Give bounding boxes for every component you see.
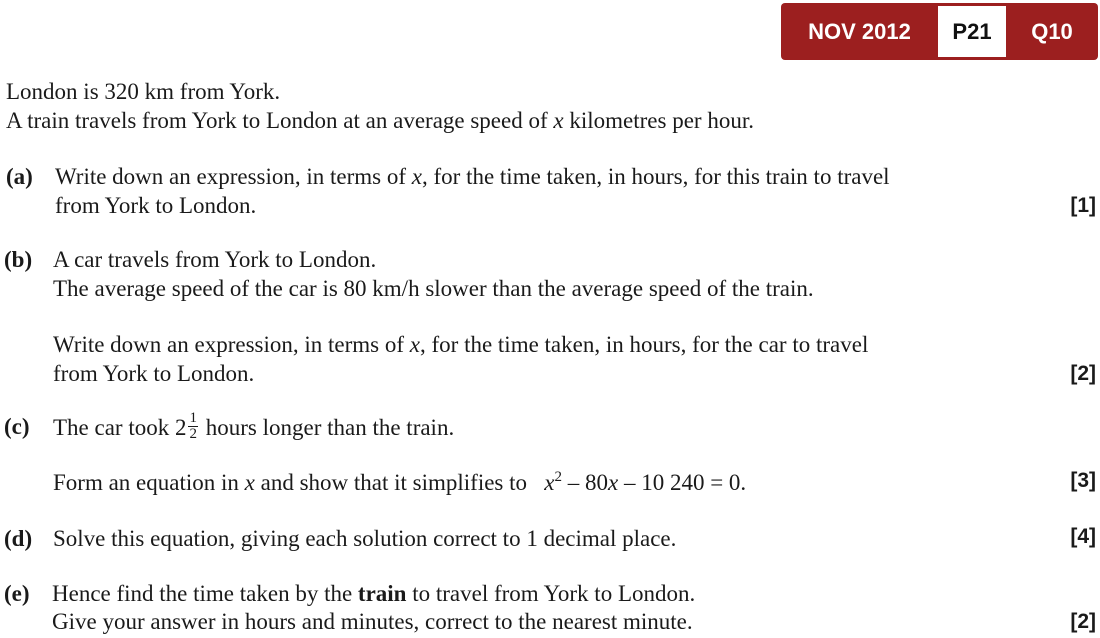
part-d-label: (d) bbox=[4, 526, 33, 551]
paper-number: P21 bbox=[938, 6, 1006, 57]
part-d-marks: [4] bbox=[1070, 525, 1096, 548]
part-b-line-2: The average speed of the car is 80 km/h slower than the average speed of the train. bbox=[53, 276, 814, 301]
intro-line-1: London is 320 km from York. bbox=[6, 79, 281, 104]
part-b-line-3: Write down an expression, in terms of x, for the time taken, in hours, for the car to travel bbox=[53, 332, 869, 357]
fraction-one-half: $\frac{1}{2}$ bbox=[189, 410, 197, 442]
part-a-marks: [1] bbox=[1070, 194, 1096, 217]
part-e-marks: [2] bbox=[1070, 610, 1096, 633]
part-b-line-4: from York to London. bbox=[53, 361, 255, 386]
part-c-line-1: The car took 2 $\frac{1}{2}$ hours longer than the train. bbox=[53, 410, 455, 442]
part-e-line-2: Give your answer in hours and minutes, correct to the nearest minute. bbox=[52, 609, 693, 634]
part-c-marks: [3] bbox=[1070, 469, 1096, 492]
part-a-label: (a) bbox=[6, 164, 33, 189]
part-b-line-1: A car travels from York to London. bbox=[53, 247, 377, 272]
question-reference-badge bbox=[781, 3, 1098, 60]
question-number: Q10 bbox=[1031, 18, 1073, 44]
part-e-label: (e) bbox=[4, 581, 30, 606]
intro-line-2: A train travels from York to London at an average speed of x kilometres per hour. bbox=[6, 108, 754, 133]
part-e-line-1: Hence find the time taken by the train to travel from York to London. bbox=[52, 581, 696, 606]
part-a-line-1: Write down an expression, in terms of x, for the time taken, in hours, for this train to travel bbox=[55, 164, 890, 189]
part-b-label: (b) bbox=[4, 247, 33, 272]
part-a-line-2: from York to London. bbox=[55, 193, 257, 218]
part-d-line-1: Solve this equation, giving each solution correct to 1 decimal place. bbox=[53, 526, 677, 551]
part-c-label: (c) bbox=[4, 414, 30, 439]
part-c-line-2: Form an equation in x and show that it simplifies to $x^2 - 80x - 10$ 240 = 0. bbox=[53, 469, 747, 495]
quadratic-equation: $x^2 - 80x - 10$ 240 = 0. bbox=[544, 469, 747, 495]
part-b-marks: [2] bbox=[1070, 362, 1096, 385]
exam-session: NOV 2012 bbox=[808, 18, 911, 44]
